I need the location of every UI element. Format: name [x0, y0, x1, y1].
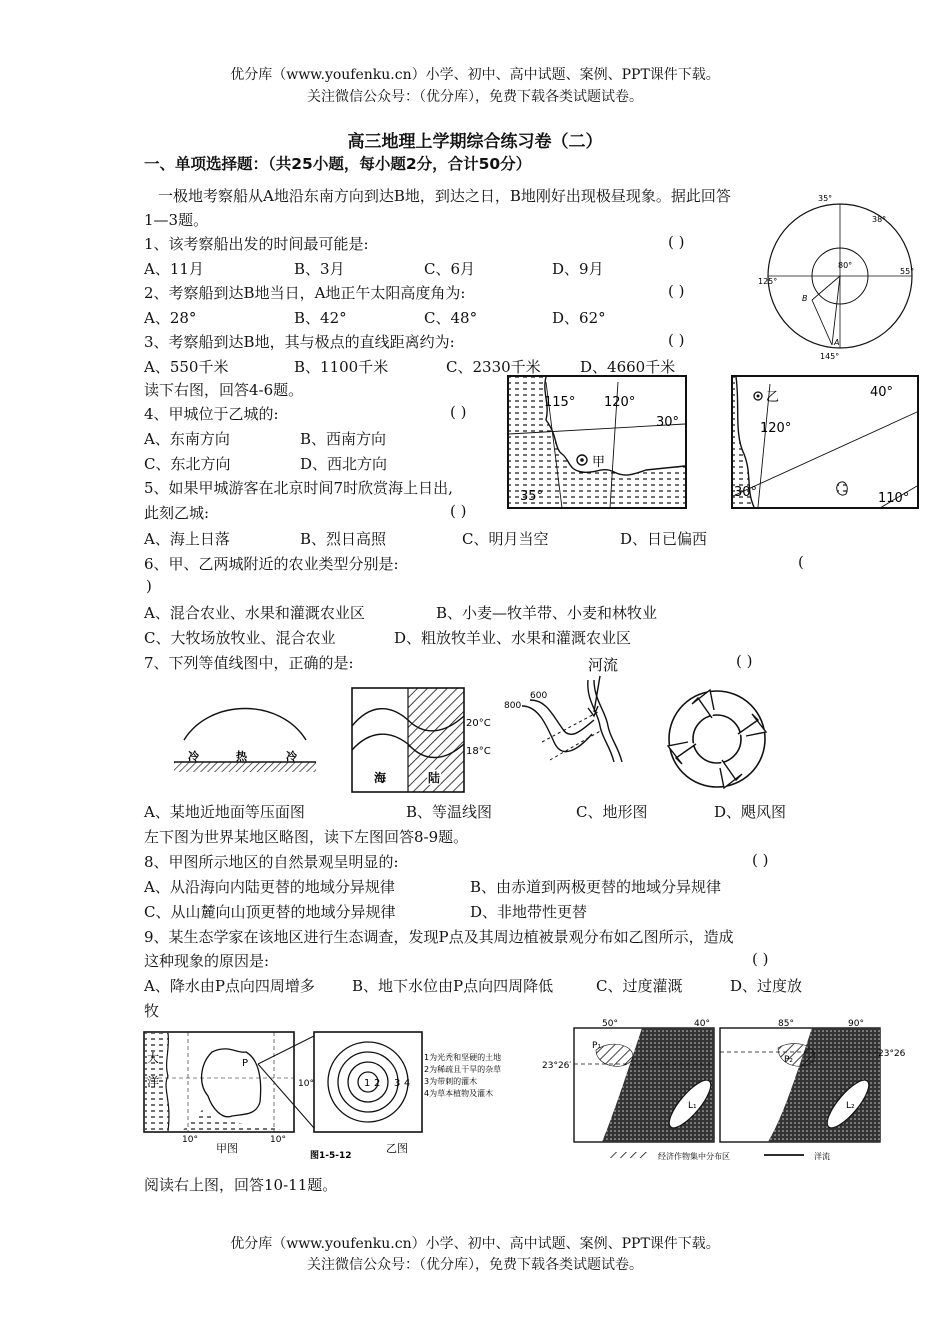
polar-label-35: 35°: [818, 194, 833, 203]
q6-bracket-open[interactable]: (: [798, 553, 804, 571]
footer-line-1: 优分库（www.youfenku.cn）小学、初中、高中试题、案例、PPT课件下载。: [230, 1236, 720, 1252]
q6-bracket-close[interactable]: ): [146, 577, 152, 595]
q2-stem: 2、考察船到达B地当日，A地正午太阳高度角为:: [144, 284, 466, 302]
read-10-11: 阅读右上图，回答10-11题。: [144, 1176, 338, 1194]
fig10-lon-85: 85°: [778, 1019, 794, 1029]
map-jia-lon-115: 115°: [544, 395, 576, 410]
fig10-lon-50: 50°: [602, 1019, 618, 1029]
fig10-legend-crop: 经济作物集中分布区: [658, 1152, 730, 1161]
fig7-contour-600: 600: [530, 691, 548, 701]
fig8-point-p: P: [242, 1058, 249, 1069]
polar-label-38: 38°: [872, 215, 887, 224]
q3-stem: 3、考察船到达B地，其与极点的直线距离约为:: [144, 333, 455, 351]
fig8-lon-10b: 10°: [270, 1135, 286, 1145]
q5-stem: 5、如果甲城游客在北京时间7时欣赏海上日出,: [144, 479, 453, 497]
polar-projection-map: [740, 192, 925, 362]
polar-point-a: A: [834, 338, 840, 347]
q2-option-c[interactable]: C、48°: [424, 309, 478, 327]
map-yi-lat-30: 30°: [734, 485, 758, 500]
q4-stem: 4、甲城位于乙城的:: [144, 405, 279, 423]
q3-option-c[interactable]: C、2330千米: [446, 358, 541, 376]
q8-option-b[interactable]: B、由赤道到两极更替的地域分异规律: [470, 878, 722, 896]
fig10-lon-40: 40°: [694, 1019, 710, 1029]
fig7-hurricane-diagram: [662, 684, 772, 794]
q8-option-c[interactable]: C、从山麓向山顶更替的地域分异规律: [144, 903, 396, 921]
q4-option-d[interactable]: D、西北方向: [300, 455, 388, 473]
fig8-legend-4: 4为草本植物及灌木: [424, 1089, 494, 1098]
fig8-legend-1: 1为光秃和坚硬的土地: [424, 1053, 502, 1062]
footer-line-2: 关注微信公众号：（优分库），免费下载各类试题试卷。: [307, 1257, 643, 1273]
page-title: 高三地理上学期综合练习卷（二）: [347, 132, 603, 152]
intro-line-2: 1—3题。: [144, 211, 209, 229]
polar-label-125: 125°: [758, 277, 778, 286]
q1-option-a[interactable]: A、11月: [144, 260, 204, 278]
q9-option-a[interactable]: A、降水由P点向四周增多: [144, 977, 315, 995]
fig7-temp-18: 18°C: [466, 746, 491, 757]
q1-option-b[interactable]: B、3月: [294, 260, 345, 278]
q2-bracket[interactable]: ( ): [668, 282, 685, 300]
fig7-contour-800: 800: [504, 701, 522, 711]
q2-option-a[interactable]: A、28°: [144, 309, 197, 327]
q3-option-d[interactable]: D、4660千米: [580, 358, 676, 376]
fig8-label-yi: 乙图: [386, 1142, 408, 1155]
map-jia-city-label: 甲: [592, 455, 606, 470]
q2-option-d[interactable]: D、62°: [552, 309, 606, 327]
q3-option-b[interactable]: B、1100千米: [294, 358, 389, 376]
fig8-lon-10a: 10°: [182, 1135, 198, 1145]
fig10-11-current-maps: [542, 1018, 912, 1166]
q9-stem: 9、某生态学家在该地区进行生态调查，发现P点及其周边植被景观分布如乙图所示，造成: [144, 928, 734, 946]
header-line-1: 优分库（www.youfenku.cn）小学、初中、高中试题、案例、PPT课件下载。: [230, 67, 720, 83]
q1-stem: 1、该考察船出发的时间最可能是:: [144, 235, 369, 253]
svg-text:4: 4: [404, 1078, 411, 1089]
fig7-hot: 热: [236, 750, 247, 763]
fig7-river-label: 河流: [588, 656, 619, 674]
q5-option-d[interactable]: D、日已偏西: [620, 530, 708, 548]
q1-bracket[interactable]: ( ): [668, 233, 685, 251]
polar-label-55: 55°: [900, 267, 915, 276]
fig10-legend-current: 洋流: [814, 1152, 830, 1161]
q3-option-a[interactable]: A、550千米: [144, 358, 229, 376]
map-yi-lat-40: 40°: [870, 385, 894, 400]
svg-text:3: 3: [394, 1078, 401, 1089]
fig7-isotherm-diagram: [350, 686, 496, 796]
fig8-figure-id: 图1-5-12: [310, 1151, 352, 1160]
fig7-cold-left: 冷: [188, 750, 199, 763]
q9-option-d[interactable]: D、过度放: [730, 977, 803, 995]
q9-bracket[interactable]: ( ): [752, 950, 769, 968]
q6-option-a[interactable]: A、混合农业、水果和灌溉农业区: [144, 604, 365, 622]
q9-option-c[interactable]: C、过度灌溉: [596, 977, 683, 995]
fig7-contour-diagram: [502, 650, 642, 790]
q7-option-c[interactable]: C、地形图: [576, 803, 648, 821]
fig8-ocean-1: 大: [147, 1051, 160, 1065]
fig7-cold-right: 冷: [286, 750, 297, 763]
q9-stem-2: 这种现象的原因是:: [144, 952, 270, 970]
q4-option-a[interactable]: A、东南方向: [144, 430, 230, 448]
map-yi: [730, 374, 920, 510]
polar-label-145: 145°: [820, 352, 840, 361]
read-8-9: 左下图为世界某地区略图，读下左图回答8-9题。: [144, 828, 469, 846]
q3-bracket[interactable]: ( ): [668, 331, 685, 349]
q5-bracket[interactable]: ( ): [450, 502, 467, 520]
fig8-9-region-maps: [142, 1030, 532, 1160]
q5-stem-2: 此刻乙城:: [144, 504, 210, 522]
q4-option-b[interactable]: B、西南方向: [300, 430, 387, 448]
q1-option-d[interactable]: D、9月: [552, 260, 604, 278]
q7-option-b[interactable]: B、等温线图: [406, 803, 493, 821]
q2-option-b[interactable]: B、42°: [294, 309, 347, 327]
fig10-p1: P₁: [592, 1041, 602, 1051]
q9-option-b[interactable]: B、地下水位由P点向四周降低: [352, 977, 554, 995]
fig8-label-jia: 甲图: [216, 1142, 238, 1155]
map-jia-lat-30: 30°: [656, 415, 680, 430]
map-yi-lon-110: 110°: [878, 491, 910, 506]
fig10-lat-right: 23°26: [878, 1049, 906, 1059]
q6-option-c[interactable]: C、大牧场放牧业、混合农业: [144, 629, 336, 647]
q7-stem: 7、下列等值线图中，正确的是:: [144, 654, 354, 672]
fig10-lat-left: 23°26′: [542, 1061, 572, 1071]
fig7-temp-20: 20°C: [466, 718, 491, 729]
read-4-6: 读下右图，回答4-6题。: [144, 381, 304, 399]
q8-option-a[interactable]: A、从沿海向内陆更替的地域分异规律: [144, 878, 395, 896]
q6-stem: 6、甲、乙两城附近的农业类型分别是:: [144, 555, 399, 573]
fig8-ocean-2: 洋: [147, 1075, 160, 1089]
svg-text:2: 2: [374, 1078, 381, 1089]
q5-option-a[interactable]: A、海上日落: [144, 530, 230, 548]
fig7-land: 陆: [428, 771, 441, 785]
q7-bracket[interactable]: ( ): [736, 652, 753, 670]
q7-option-a[interactable]: A、某地近地面等压面图: [144, 803, 305, 821]
map-jia-lon-120: 120°: [604, 395, 636, 410]
q4-option-c[interactable]: C、东北方向: [144, 455, 231, 473]
fig7-sea: 海: [374, 771, 387, 785]
polar-point-b: B: [802, 294, 808, 303]
map-jia-lat-35: 35°: [520, 489, 544, 504]
fig8-lat-10: 10°: [298, 1079, 314, 1089]
svg-text:1: 1: [364, 1078, 371, 1089]
polar-label-80: 80°: [838, 261, 853, 270]
map-yi-city-label: 乙: [766, 390, 780, 405]
fig7-isobar-diagram: [170, 696, 320, 776]
fig10-p2: P₂: [784, 1055, 794, 1065]
q8-stem: 8、甲图所示地区的自然景观呈明显的:: [144, 853, 399, 871]
map-yi-lon-120: 120°: [760, 421, 792, 436]
q1-option-c[interactable]: C、6月: [424, 260, 476, 278]
q4-bracket[interactable]: ( ): [450, 403, 467, 421]
header-line-2: 关注微信公众号：（优分库），免费下载各类试题试卷。: [307, 89, 643, 105]
q6-option-d[interactable]: D、粗放牧羊业、水果和灌溉农业区: [394, 629, 632, 647]
fig8-legend-2: 2为稀疏且干旱的杂草: [424, 1065, 502, 1074]
intro-line-1: 一极地考察船从A地沿东南方向到达B地，到达之日，B地刚好出现极昼现象。据此回答: [158, 187, 731, 205]
section-heading: 一、单项选择题：（共25小题，每小题2分，合计50分）: [144, 155, 532, 173]
fig8-legend-3: 3为带刺的灌木: [424, 1077, 478, 1086]
q9-option-d-cont: 牧: [144, 1002, 160, 1020]
q5-option-c[interactable]: C、明月当空: [462, 530, 549, 548]
q6-option-b[interactable]: B、小麦—牧羊带、小麦和林牧业: [436, 604, 658, 622]
q7-option-d[interactable]: D、飓风图: [714, 803, 787, 821]
q5-option-b[interactable]: B、烈日高照: [300, 530, 387, 548]
q8-option-d[interactable]: D、非地带性更替: [470, 903, 588, 921]
fig10-lon-90: 90°: [848, 1019, 864, 1029]
fig10-l1: L₁: [688, 1101, 697, 1111]
q8-bracket[interactable]: ( ): [752, 851, 769, 869]
map-jia: [506, 374, 688, 510]
fig10-l2: L₂: [846, 1101, 855, 1111]
